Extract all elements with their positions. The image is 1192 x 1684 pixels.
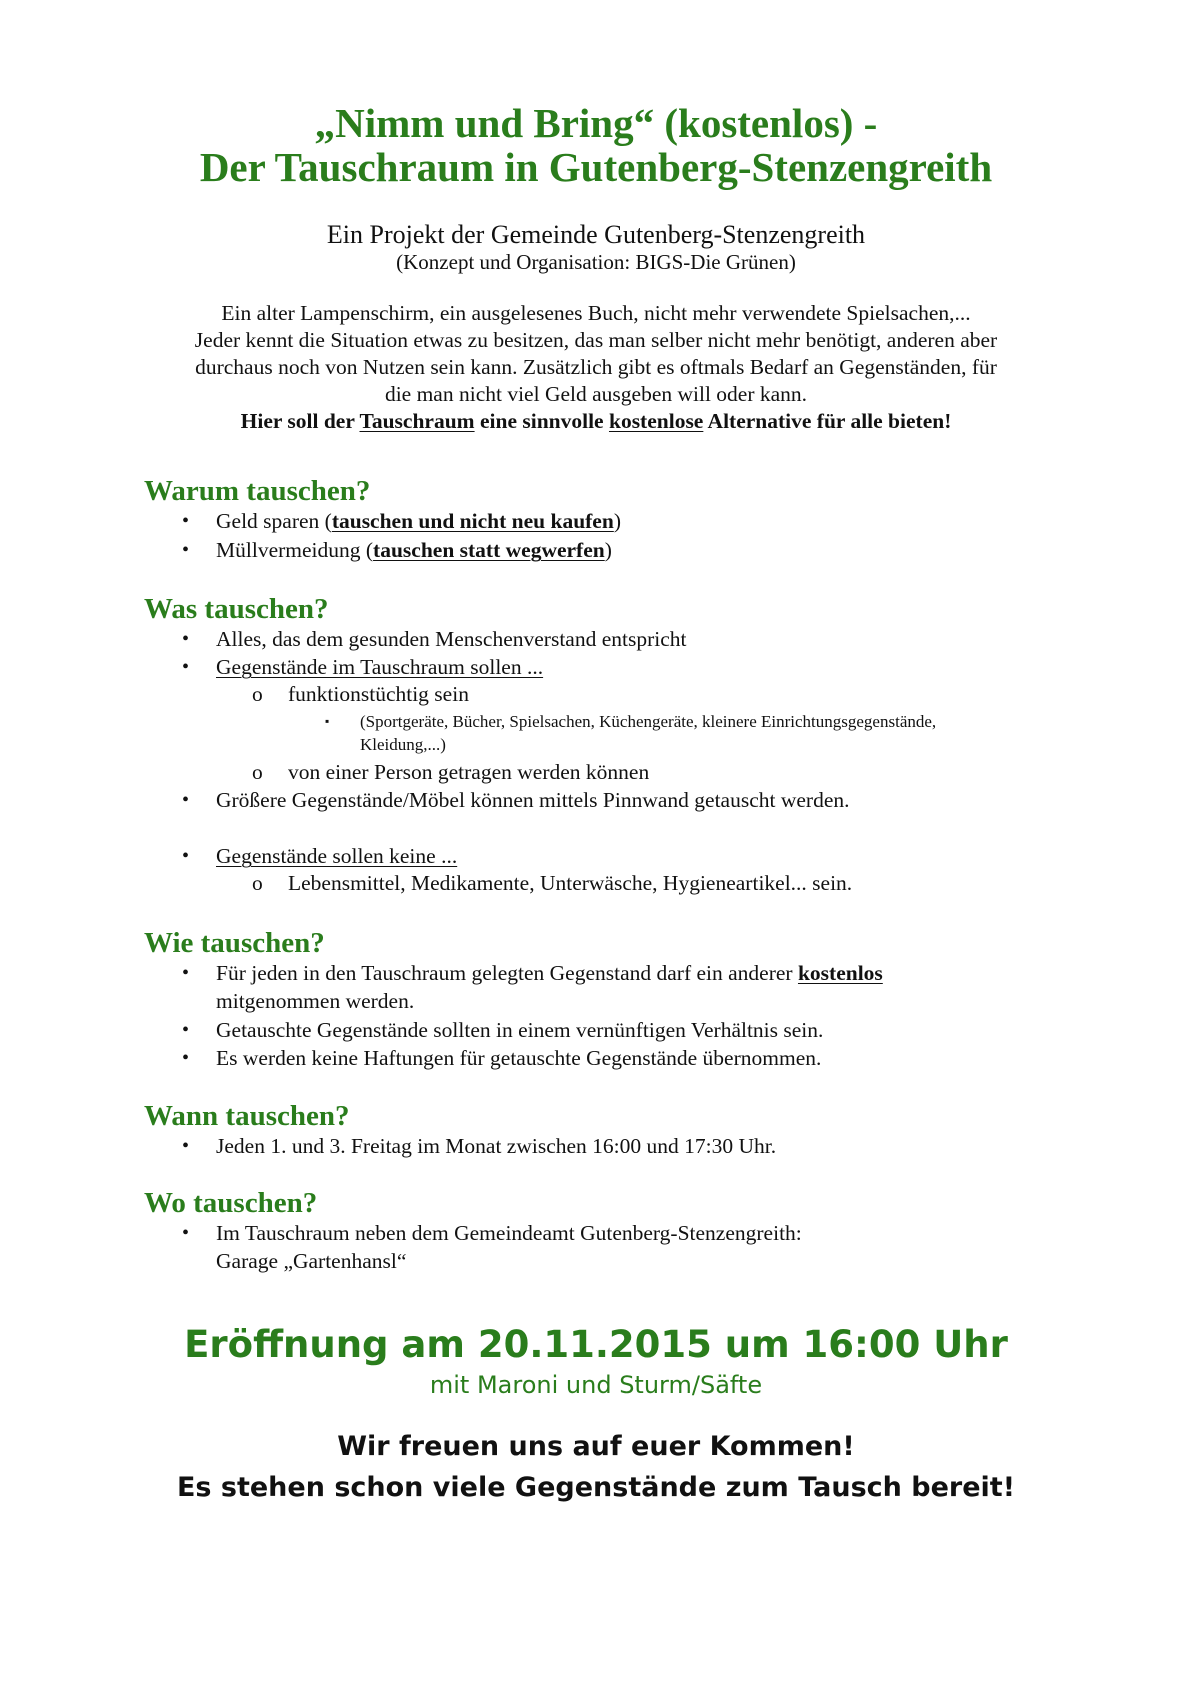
heading-was: Was tauschen? [144,593,329,625]
list-text: Getauschte Gegenstände sollten in einem vernünftigen Verhältnis sein. [216,1018,824,1042]
list-item [182,787,850,815]
list-item [182,843,458,871]
list-text: Alles, das dem gesunden Menschenverstand entspricht [216,627,687,651]
list-text: ) [613,509,621,533]
list-emphasis: tauschen statt wegwerfen [373,538,605,562]
list-text: Es werden keine Haftungen für getauschte Gegenstände übernommen. [216,1046,822,1070]
opening-extras: mit Maroni und Sturm/Säfte [429,1371,763,1399]
intro-line-2: Jeder kennt die Situation etwas zu besitzen, das man selber nicht mehr benötigt, anderen aber [194,328,998,352]
title-line-2: Der Tauschraum in Gutenberg-Stenzengreith [199,144,993,190]
list-text: Gegenstände sollen keine ... [216,844,458,868]
bullet-icon: • [182,656,190,678]
intro-bold-underlined-kostenlose: kostenlose [608,409,704,433]
list-text: Geld sparen ( [216,509,332,533]
bullet-icon: • [182,510,190,532]
list-item [182,1133,777,1161]
bullet-icon: • [182,789,190,811]
intro-bold-underlined-tauschraum: Tauschraum [359,409,475,433]
bullet-icon: • [182,1222,190,1244]
heading-wann: Wann tauschen? [144,1100,350,1132]
list-text: Lebensmittel, Medikamente, Unterwäsche, Hygieneartikel... sein. [288,871,853,895]
list-item [182,1045,822,1073]
sub-sub-list-item [325,710,1060,756]
list-item [182,1017,824,1045]
bullet-icon: • [182,962,190,984]
list-text-continued: mitgenommen werden. [216,988,415,1013]
bullet-icon: • [182,1135,190,1157]
list-item [182,960,883,1015]
list-emphasis: kostenlos [797,961,883,985]
list-text: Kleidung,...) [360,735,446,754]
list-item [182,626,687,654]
intro-line-3: durchaus noch von Nutzen sein kann. Zusätzlich gibt es oftmals Bedarf an Gegenständen, für [195,355,997,379]
bullet-icon: • [182,1047,190,1069]
list-text: ) [604,538,612,562]
list-text: Müllvermeidung ( [216,538,374,562]
circle-bullet-icon: o [252,760,263,784]
intro-bold-text: Alternative für alle bieten! [703,409,952,433]
list-text: (Sportgeräte, Bücher, Spielsachen, Küchengeräte, kleinere Einrichtungsgegenstände, [360,712,937,731]
square-bullet-icon: ▪ [325,714,330,728]
sub-list-item [252,681,469,709]
heading-wie: Wie tauschen? [144,927,325,959]
list-item [182,537,612,565]
sub-list-item [252,870,853,898]
intro-line-4: die man nicht viel Geld ausgeben will oder kann. [384,382,808,406]
list-text: von einer Person getragen werden können [288,760,650,784]
list-text: Gegenstände im Tauschraum sollen ... [216,655,544,679]
circle-bullet-icon: o [252,871,263,895]
bullet-icon: • [182,845,190,867]
list-text: Größere Gegenstände/Möbel können mittels Pinnwand getauscht werden. [216,788,850,812]
list-item [182,654,544,682]
heading-warum: Warum tauschen? [144,475,371,507]
concept-subtitle: (Konzept und Organisation: BIGS-Die Grünen) [396,250,796,274]
circle-bullet-icon: o [252,682,263,706]
intro-bold-statement [0,408,1192,436]
bullet-icon: • [182,1019,190,1041]
intro-bold-text: Hier soll der [240,409,360,433]
list-item [182,1220,802,1275]
title-line-1: „Nimm und Bring“ (kostenlos) - [314,100,878,146]
list-text: funktionstüchtig sein [288,682,469,706]
list-text: Für jeden in den Tauschraum gelegten Gegenstand darf ein anderer [216,961,798,985]
closing-line-1: Wir freuen uns auf euer Kommen! [337,1431,855,1462]
bullet-icon: • [182,628,190,650]
intro-line-1: Ein alter Lampenschirm, ein ausgelesenes Buch, nicht mehr verwendete Spielsachen,... [221,301,971,325]
heading-wo: Wo tauschen? [144,1187,318,1219]
list-emphasis: tauschen und nicht neu kaufen [331,509,614,533]
list-item [182,508,621,536]
bullet-icon: • [182,539,190,561]
list-text: Jeden 1. und 3. Freitag im Monat zwischen 16:00 und 17:30 Uhr. [216,1134,777,1158]
project-subtitle: Ein Projekt der Gemeinde Gutenberg-Stenzengreith [326,220,866,249]
closing-line-2: Es stehen schon viele Gegenstände zum Tausch bereit! [176,1472,1016,1503]
sub-list-item [252,759,650,787]
intro-bold-text: eine sinnvolle [474,409,609,433]
list-text: Im Tauschraum neben dem Gemeindeamt Gutenberg-Stenzengreith: [216,1221,802,1245]
opening-announcement: Eröffnung am 20.11.2015 um 16:00 Uhr [184,1323,1008,1366]
list-text-continued: Garage „Gartenhansl“ [216,1248,407,1273]
